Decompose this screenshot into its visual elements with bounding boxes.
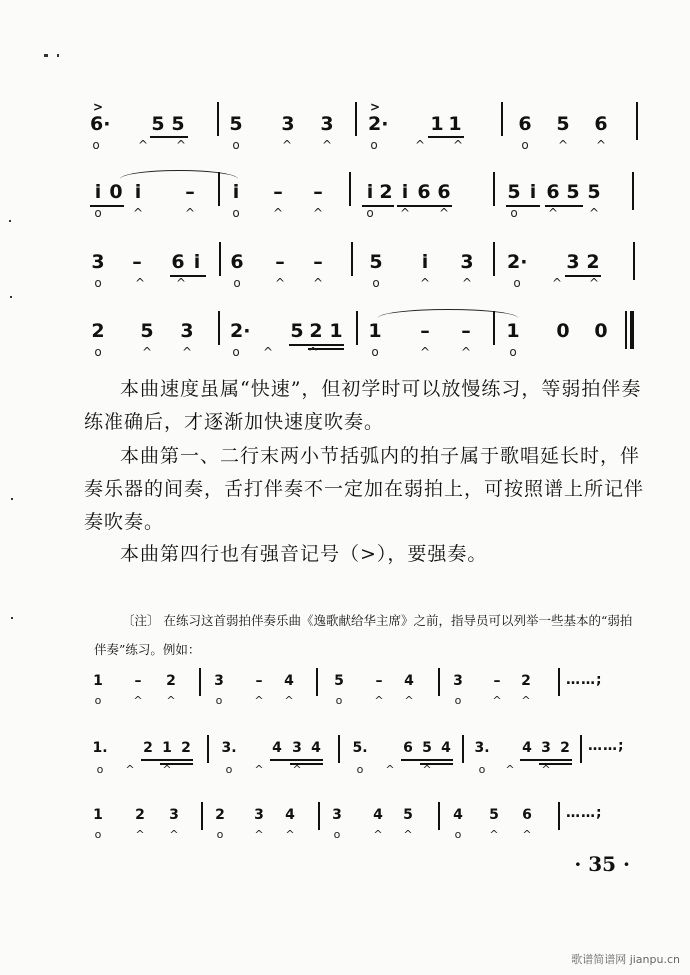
beat-mark-caret: ^ bbox=[404, 694, 414, 707]
beat-mark: o bbox=[94, 276, 102, 290]
beat-mark: o bbox=[510, 206, 518, 220]
final-barline-thick bbox=[630, 311, 634, 349]
note: 3 bbox=[320, 113, 334, 135]
note: 3 bbox=[91, 251, 105, 273]
beat-mark-caret: ^ bbox=[374, 694, 384, 707]
beat-mark: ^ bbox=[274, 276, 286, 290]
note: 3 bbox=[180, 320, 194, 342]
beat-mark-circle: o bbox=[356, 763, 364, 776]
page-number: · 35 · bbox=[574, 852, 630, 876]
note: 6 bbox=[403, 740, 413, 756]
barline bbox=[218, 172, 220, 206]
note: i bbox=[94, 181, 102, 203]
beat-mark: ^ bbox=[262, 345, 274, 359]
note: 5 bbox=[422, 740, 432, 756]
beat-mark: o bbox=[94, 206, 102, 220]
note: – bbox=[313, 181, 323, 203]
beat-mark-caret: ^ bbox=[166, 694, 176, 707]
note: 4 bbox=[373, 807, 383, 823]
beat-mark: ^ bbox=[184, 206, 196, 220]
beat-mark: ^ bbox=[452, 138, 464, 152]
scan-speck bbox=[44, 54, 48, 57]
beat-mark-caret: ^ bbox=[522, 828, 532, 841]
beam bbox=[520, 759, 572, 761]
note: 5 bbox=[140, 320, 154, 342]
beat-mark: o bbox=[509, 345, 517, 359]
tie bbox=[378, 309, 518, 318]
beat-mark-caret: ^ bbox=[385, 763, 395, 776]
note: 6 bbox=[546, 181, 560, 203]
beat-mark: o bbox=[366, 206, 374, 220]
beat-mark-circle: o bbox=[478, 763, 486, 776]
note: 6 bbox=[518, 113, 532, 135]
note: 4 bbox=[522, 740, 532, 756]
scan-speck bbox=[11, 498, 13, 500]
note: 5 bbox=[151, 113, 165, 135]
beat-mark: ^ bbox=[175, 276, 187, 290]
continuation-dots: ……; bbox=[566, 805, 603, 821]
barline bbox=[501, 102, 503, 136]
note: 0 bbox=[109, 181, 123, 203]
note: – bbox=[132, 251, 142, 273]
note: i bbox=[421, 251, 429, 273]
beat-mark-caret: ^ bbox=[135, 828, 145, 841]
beat-mark: o bbox=[372, 276, 380, 290]
note: 2 bbox=[521, 673, 531, 689]
beat-mark: o bbox=[92, 138, 100, 152]
barline bbox=[558, 668, 560, 696]
note: i bbox=[232, 181, 240, 203]
beat-mark: ^ bbox=[419, 276, 431, 290]
note: 1 bbox=[506, 320, 520, 342]
beat-mark: ^ bbox=[312, 206, 324, 220]
note: 3. bbox=[474, 740, 490, 756]
scan-speck bbox=[10, 296, 12, 298]
beat-mark-circle: o bbox=[215, 694, 223, 707]
note: 4 bbox=[311, 740, 321, 756]
final-barline-thin bbox=[625, 311, 627, 349]
tie bbox=[120, 170, 238, 179]
note: 0 bbox=[556, 320, 570, 342]
barline bbox=[438, 668, 440, 696]
beat-mark-circle: o bbox=[94, 694, 102, 707]
note: 6· bbox=[90, 113, 111, 135]
note: – bbox=[255, 673, 263, 689]
note: 5 bbox=[171, 113, 185, 135]
note: 1 bbox=[93, 673, 103, 689]
beat-mark-caret: ^ bbox=[489, 828, 499, 841]
beat-mark: ^ bbox=[307, 345, 319, 359]
accent-mark: > bbox=[370, 100, 381, 114]
beat-mark-circle: o bbox=[454, 828, 462, 841]
note: 5 bbox=[587, 181, 601, 203]
note: – bbox=[185, 181, 195, 203]
note: – bbox=[493, 673, 501, 689]
beat-mark-caret: ^ bbox=[521, 694, 531, 707]
note: 3 bbox=[169, 807, 179, 823]
note: 2 bbox=[143, 740, 153, 756]
beat-mark-circle: o bbox=[335, 694, 343, 707]
note: i bbox=[529, 181, 537, 203]
beat-mark-caret: ^ bbox=[169, 828, 179, 841]
note: 6 bbox=[594, 113, 608, 135]
beat-mark: ^ bbox=[414, 138, 426, 152]
beat-mark: ^ bbox=[181, 345, 193, 359]
note: 1 bbox=[448, 113, 462, 135]
note: 3 bbox=[566, 251, 580, 273]
barline bbox=[633, 242, 635, 280]
note: 5 bbox=[229, 113, 243, 135]
barline bbox=[218, 311, 220, 345]
note: 1 bbox=[430, 113, 444, 135]
beat-mark: ^ bbox=[595, 138, 607, 152]
note: i bbox=[401, 181, 409, 203]
beat-mark: o bbox=[233, 276, 241, 290]
note: – bbox=[275, 251, 285, 273]
note: 2 bbox=[91, 320, 105, 342]
barline bbox=[199, 668, 201, 696]
note: 1 bbox=[329, 320, 343, 342]
note: 1 bbox=[162, 740, 172, 756]
beat-mark: o bbox=[513, 276, 521, 290]
barline bbox=[338, 735, 340, 763]
beat-mark-caret: ^ bbox=[133, 694, 143, 707]
note: – bbox=[313, 251, 323, 273]
beat-mark-caret: ^ bbox=[373, 828, 383, 841]
note: 2 bbox=[181, 740, 191, 756]
note: 2· bbox=[230, 320, 251, 342]
note: 2 bbox=[215, 807, 225, 823]
note: 2· bbox=[507, 251, 528, 273]
note: 3 bbox=[281, 113, 295, 135]
note: 6 bbox=[230, 251, 244, 273]
beat-mark: ^ bbox=[175, 138, 187, 152]
beat-mark: ^ bbox=[460, 345, 472, 359]
note: – bbox=[420, 320, 430, 342]
barline bbox=[493, 172, 495, 206]
note: 6 bbox=[437, 181, 451, 203]
barline bbox=[438, 802, 440, 830]
beat-mark: ^ bbox=[321, 138, 333, 152]
note: – bbox=[375, 673, 383, 689]
barline bbox=[355, 102, 357, 136]
note: i bbox=[134, 181, 142, 203]
barline bbox=[580, 735, 582, 763]
note: 3. bbox=[221, 740, 237, 756]
accent-mark: > bbox=[93, 100, 104, 114]
note: – bbox=[461, 320, 471, 342]
barline bbox=[462, 735, 464, 763]
beat-mark: o bbox=[371, 345, 379, 359]
beat-mark: ^ bbox=[272, 206, 284, 220]
note: i bbox=[193, 251, 201, 273]
beat-mark: ^ bbox=[588, 276, 600, 290]
beat-mark: o bbox=[521, 138, 529, 152]
beat-mark: ^ bbox=[137, 138, 149, 152]
continuation-dots: ……; bbox=[566, 672, 603, 688]
note: 3 bbox=[453, 673, 463, 689]
note: 1 bbox=[93, 807, 103, 823]
barline bbox=[493, 311, 495, 345]
beat-mark: ^ bbox=[281, 138, 293, 152]
barline bbox=[219, 242, 221, 276]
note: 2 bbox=[135, 807, 145, 823]
note: 5 bbox=[556, 113, 570, 135]
beat-mark: ^ bbox=[461, 276, 473, 290]
note: 5 bbox=[507, 181, 521, 203]
note: 5 bbox=[290, 320, 304, 342]
note: 2 bbox=[309, 320, 323, 342]
note: 3 bbox=[541, 740, 551, 756]
note: 6 bbox=[417, 181, 431, 203]
beat-mark-caret: ^ bbox=[505, 763, 515, 776]
note: 4 bbox=[272, 740, 282, 756]
beat-mark-circle: o bbox=[94, 828, 102, 841]
continuation-dots: ……; bbox=[588, 738, 625, 754]
note: 4 bbox=[284, 673, 294, 689]
note: 2 bbox=[586, 251, 600, 273]
barline bbox=[207, 735, 209, 763]
note: 5 bbox=[489, 807, 499, 823]
beat-mark-caret: ^ bbox=[403, 828, 413, 841]
beat-mark: ^ bbox=[438, 206, 450, 220]
beam bbox=[401, 759, 453, 761]
barline bbox=[636, 102, 638, 140]
beat-mark: ^ bbox=[141, 345, 153, 359]
barline bbox=[217, 102, 219, 136]
note: 3 bbox=[214, 673, 224, 689]
beat-mark-caret: ^ bbox=[254, 763, 264, 776]
beat-mark: ^ bbox=[132, 206, 144, 220]
note: 3 bbox=[254, 807, 264, 823]
barline bbox=[558, 802, 560, 830]
scan-speck bbox=[9, 220, 11, 222]
barline bbox=[316, 668, 318, 696]
note: 5 bbox=[403, 807, 413, 823]
beat-mark: o bbox=[232, 206, 240, 220]
note: 3 bbox=[332, 807, 342, 823]
note: 4 bbox=[285, 807, 295, 823]
beat-mark: ^ bbox=[547, 206, 559, 220]
note: 3 bbox=[460, 251, 474, 273]
beam bbox=[270, 759, 323, 761]
note: 4 bbox=[453, 807, 463, 823]
beat-mark-circle: o bbox=[225, 763, 233, 776]
beat-mark-circle: o bbox=[454, 694, 462, 707]
paragraph-3: 本曲第四行也有强音记号（>），要强奏。 bbox=[120, 543, 488, 565]
barline bbox=[318, 802, 320, 830]
beat-mark: ^ bbox=[312, 276, 324, 290]
note: 3 bbox=[292, 740, 302, 756]
beat-mark: o bbox=[232, 138, 240, 152]
note: 5 bbox=[369, 251, 383, 273]
beat-mark: ^ bbox=[399, 206, 411, 220]
paragraph-1: 本曲速度虽属“快速”，但初学时可以放慢练习，等弱拍伴奏练准确后，才逐渐加快速度吹奏。 bbox=[84, 378, 642, 433]
barline bbox=[632, 172, 634, 210]
note: – bbox=[273, 181, 283, 203]
note: 2· bbox=[368, 113, 389, 135]
beat-mark-circle: o bbox=[333, 828, 341, 841]
note: 5 bbox=[334, 673, 344, 689]
note: – bbox=[134, 673, 142, 689]
note: 6 bbox=[171, 251, 185, 273]
beat-mark-caret: ^ bbox=[162, 763, 172, 776]
note: 2 bbox=[560, 740, 570, 756]
paragraph-2: 本曲第一、二行末两小节括弧内的拍子属于歌唱延长时，伴奏乐器的间奏，舌打伴奏不一定加在弱拍上，可按照谱上所记伴奏吹奏。 bbox=[84, 445, 645, 533]
scan-speck bbox=[11, 617, 13, 619]
note: i bbox=[366, 181, 374, 203]
beat-mark-caret: ^ bbox=[492, 694, 502, 707]
beat-mark-caret: ^ bbox=[292, 763, 302, 776]
beat-mark: ^ bbox=[134, 276, 146, 290]
beat-mark: ^ bbox=[419, 345, 431, 359]
beat-mark: o bbox=[232, 345, 240, 359]
barline bbox=[493, 242, 495, 276]
note: 1 bbox=[368, 320, 382, 342]
barline bbox=[201, 802, 203, 830]
site-watermark: 歌谱简谱网 jianpu.cn bbox=[571, 953, 680, 966]
beat-mark-caret: ^ bbox=[541, 763, 551, 776]
note: 4 bbox=[404, 673, 414, 689]
note: 0 bbox=[594, 320, 608, 342]
beat-mark-circle: o bbox=[96, 763, 104, 776]
note: 4 bbox=[441, 740, 451, 756]
beat-mark: o bbox=[370, 138, 378, 152]
beat-mark-caret: ^ bbox=[284, 694, 294, 707]
beat-mark-circle: o bbox=[216, 828, 224, 841]
beat-mark-caret: ^ bbox=[125, 763, 135, 776]
beat-mark-caret: ^ bbox=[254, 828, 264, 841]
note: 2 bbox=[166, 673, 176, 689]
note: 5. bbox=[352, 740, 368, 756]
barline bbox=[351, 242, 353, 276]
beat-mark: ^ bbox=[557, 138, 569, 152]
note: 5 bbox=[566, 181, 580, 203]
barline bbox=[349, 172, 351, 206]
beam bbox=[141, 759, 193, 761]
footnote-text: 〔注〕 在练习这首弱拍伴奏乐曲《逸歌献给华主席》之前，指导员可以列举一些基本的“弱拍伴奏”练习。例如： bbox=[94, 613, 633, 657]
beat-mark-caret: ^ bbox=[422, 763, 432, 776]
note: 6 bbox=[522, 807, 532, 823]
note: 1. bbox=[92, 740, 108, 756]
beat-mark: ^ bbox=[588, 206, 600, 220]
beat-mark: o bbox=[94, 345, 102, 359]
scan-speck bbox=[57, 54, 59, 57]
beat-mark-caret: ^ bbox=[254, 694, 264, 707]
note: 2 bbox=[379, 181, 393, 203]
barline bbox=[356, 311, 358, 345]
beat-mark-caret: ^ bbox=[285, 828, 295, 841]
beat-mark: ^ bbox=[551, 276, 563, 290]
